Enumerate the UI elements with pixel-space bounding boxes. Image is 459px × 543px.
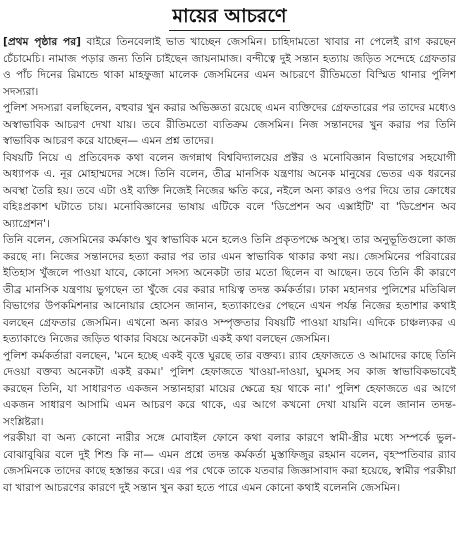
- paragraph-2: পুলিশ সদস্যরা বলছিলেন, বহুবার খুন করার অভিজ্ঞতা রয়েছে এমন ব্যক্তিদের গ্রেফতারের পর তাদের মধ্যেও অস্বাভাবিক আচরণ দেখা যায়। তবে রীতিমতো ব্যতিক্রম জেসমিন। নিজ সন্তানদের খুন করার পর তিনি স্বাভাবিক আচরণ করে যাচ্ছেন— এমন প্রশ্ন তাদের।: [3, 102, 456, 147]
- paragraph-3: বিষয়টি নিয়ে এ প্রতিবেদক কথা বলেন জগন্নাথ বিশ্ববিদ্যালয়ের প্রক্টর ও মনোবিজ্ঞান বিভাগের সহযোগী অধ্যাপক এ. নূর মোহাম্মদের সঙ্গে। তিনি বলেন, তীব্র মানসিক যন্ত্রণায় অনেক মানুষের ভেতর এক ধরনের অবস্থা তৈরি হয়। তবে এটা ওই ব্যক্তি নিজেই নিজের ক্ষতি করে, নইলে অন্য কারও ওপর দিয়ে তার ক্রোধের বহিঃপ্রকাশ ঘটাতে চায়। মনোবিজ্ঞানের ভাষায় এটিকে বলে 'ডিপ্রেশন অব এক্সাইটি' বা 'ডিপ্রেশন অব অ্যাগ্রেশন'।: [3, 151, 456, 230]
- headline: মায়ের আচরণে: [169, 2, 291, 31]
- continuation-marker: [প্রথম পৃষ্ঠার পর]: [3, 36, 81, 48]
- paragraph-text: বাইরে তিনবেলাই ভাত খাচ্ছেন জেসমিন। চাহিদামতো খাবার না পেলেই রাগ করছেন চেঁচামেচি। নামাজ পড়ার জন্য তিনি চাইছেন জায়নামাজ। বন্দীত্বে দুই সন্তান হত্যায় জড়িত সন্দেহে গ্রেফতার ও পাঁচ দিনের রিমান্ডে থাকা মাহফুজা মালেক জেসমিনের এমন আচরণে রীতিমতো বিস্মিত থানার পুলিশ সদস্যরা।: [3, 36, 457, 98]
- paragraph-5: পুলিশ কর্মকর্তারা বলছেন, 'মনে হচ্ছে একই বৃত্তে ঘুরছে তার বক্তব্য। র‍্যাব হেফাজতে ও আমাদের কাছে তিনি দেওয়া বক্তব্য অনেকটা একই রকম।' পুলিশ হেফাজতে খাওয়া-দাওয়া, ঘুমসহ সব কাজ স্বাভাবিকভাবেই করছেন তিনি, যা সাধারণত একজন সন্তানহারা মায়ের ক্ষেত্রে হয় থাকে না।' পুলিশ হেফাজতে এর আগে একজন সাধারণ আসামি এমন আচরণ করে থাকে, এর আগে কখনো দেখা যায়নি বলে জানান তদন্ত-সংশ্লিষ্টরা।: [3, 349, 456, 428]
- article-body: [3, 34, 456, 543]
- paragraph-4: তিনি বলেন, জেসমিনের কর্মকাণ্ড খুব স্বাভাবিক মনে হলেও তিনি প্রকৃতপক্ষে অসুস্থ। তার অনুভূতিগুলো কাজ করছে না। নিজের সন্তানদের হত্যা করার পর তার এমন স্বাভাবিক থাকার কথা নয়। জেসমিনের পরিবারের ইতিহাস খুঁজলে পাওয়া যাবে, কোনো সদস্য অনেকটা তার মতো ছিলেন বা আছেন। তবে তিনি কী কারণে তীব্র মানসিক যন্ত্রণায় ভুগছেন তা খুঁজে বের করার দায়িত্ব তদন্ত কর্মকর্তার। ঢাকা মহানগর পুলিশের মতিঝিল বিভাগের উপকমিশনার আনোয়ার হোসেন জানান, হত্যাকাণ্ডের পেছনে এখন পর্যন্ত নিজের হতাশার কথাই বলছেন গ্রেফতার জেসমিন। এখনো অন্য কারও সম্পৃক্ততার বিষয়টি পাওয়া যায়নি। এদিকে চাঞ্চল্যকর এ হত্যাকাণ্ডে নিজের জড়িত থাকার বিষয়ে অনেকটা একই কথা বলছেন জেসমিন।: [3, 234, 456, 345]
- headline-area: [0, 2, 459, 32]
- paragraph-6: পরকীয়া বা অন্য কোনো নারীর সঙ্গে মোবাইল ফোনে কথা বলার কারণে স্বামী-স্ত্রীর মধ্যে সম্পর্কে ভুল-বোঝাবুঝির বলে দুই শিশু কি না— এমন প্রশ্নে তদন্ত কর্মকর্তা মুস্তাফিজুর রহমান বলেন, বৃহস্পতিবার র‍্যাব জেসমিনকে তাদের কাছে হস্তান্তর করে। এর পর থেকে তাকে যতবার জিজ্ঞাসাবাদ করা হয়েছে, স্বামীর পরকীয়া বা খারাপ আচরণের কারণে দুই সন্তান খুন করা হতে পারে এমন কোনো কথাই বলেননি জেসমিন।: [3, 432, 456, 494]
- paragraph-1: [3, 34, 456, 100]
